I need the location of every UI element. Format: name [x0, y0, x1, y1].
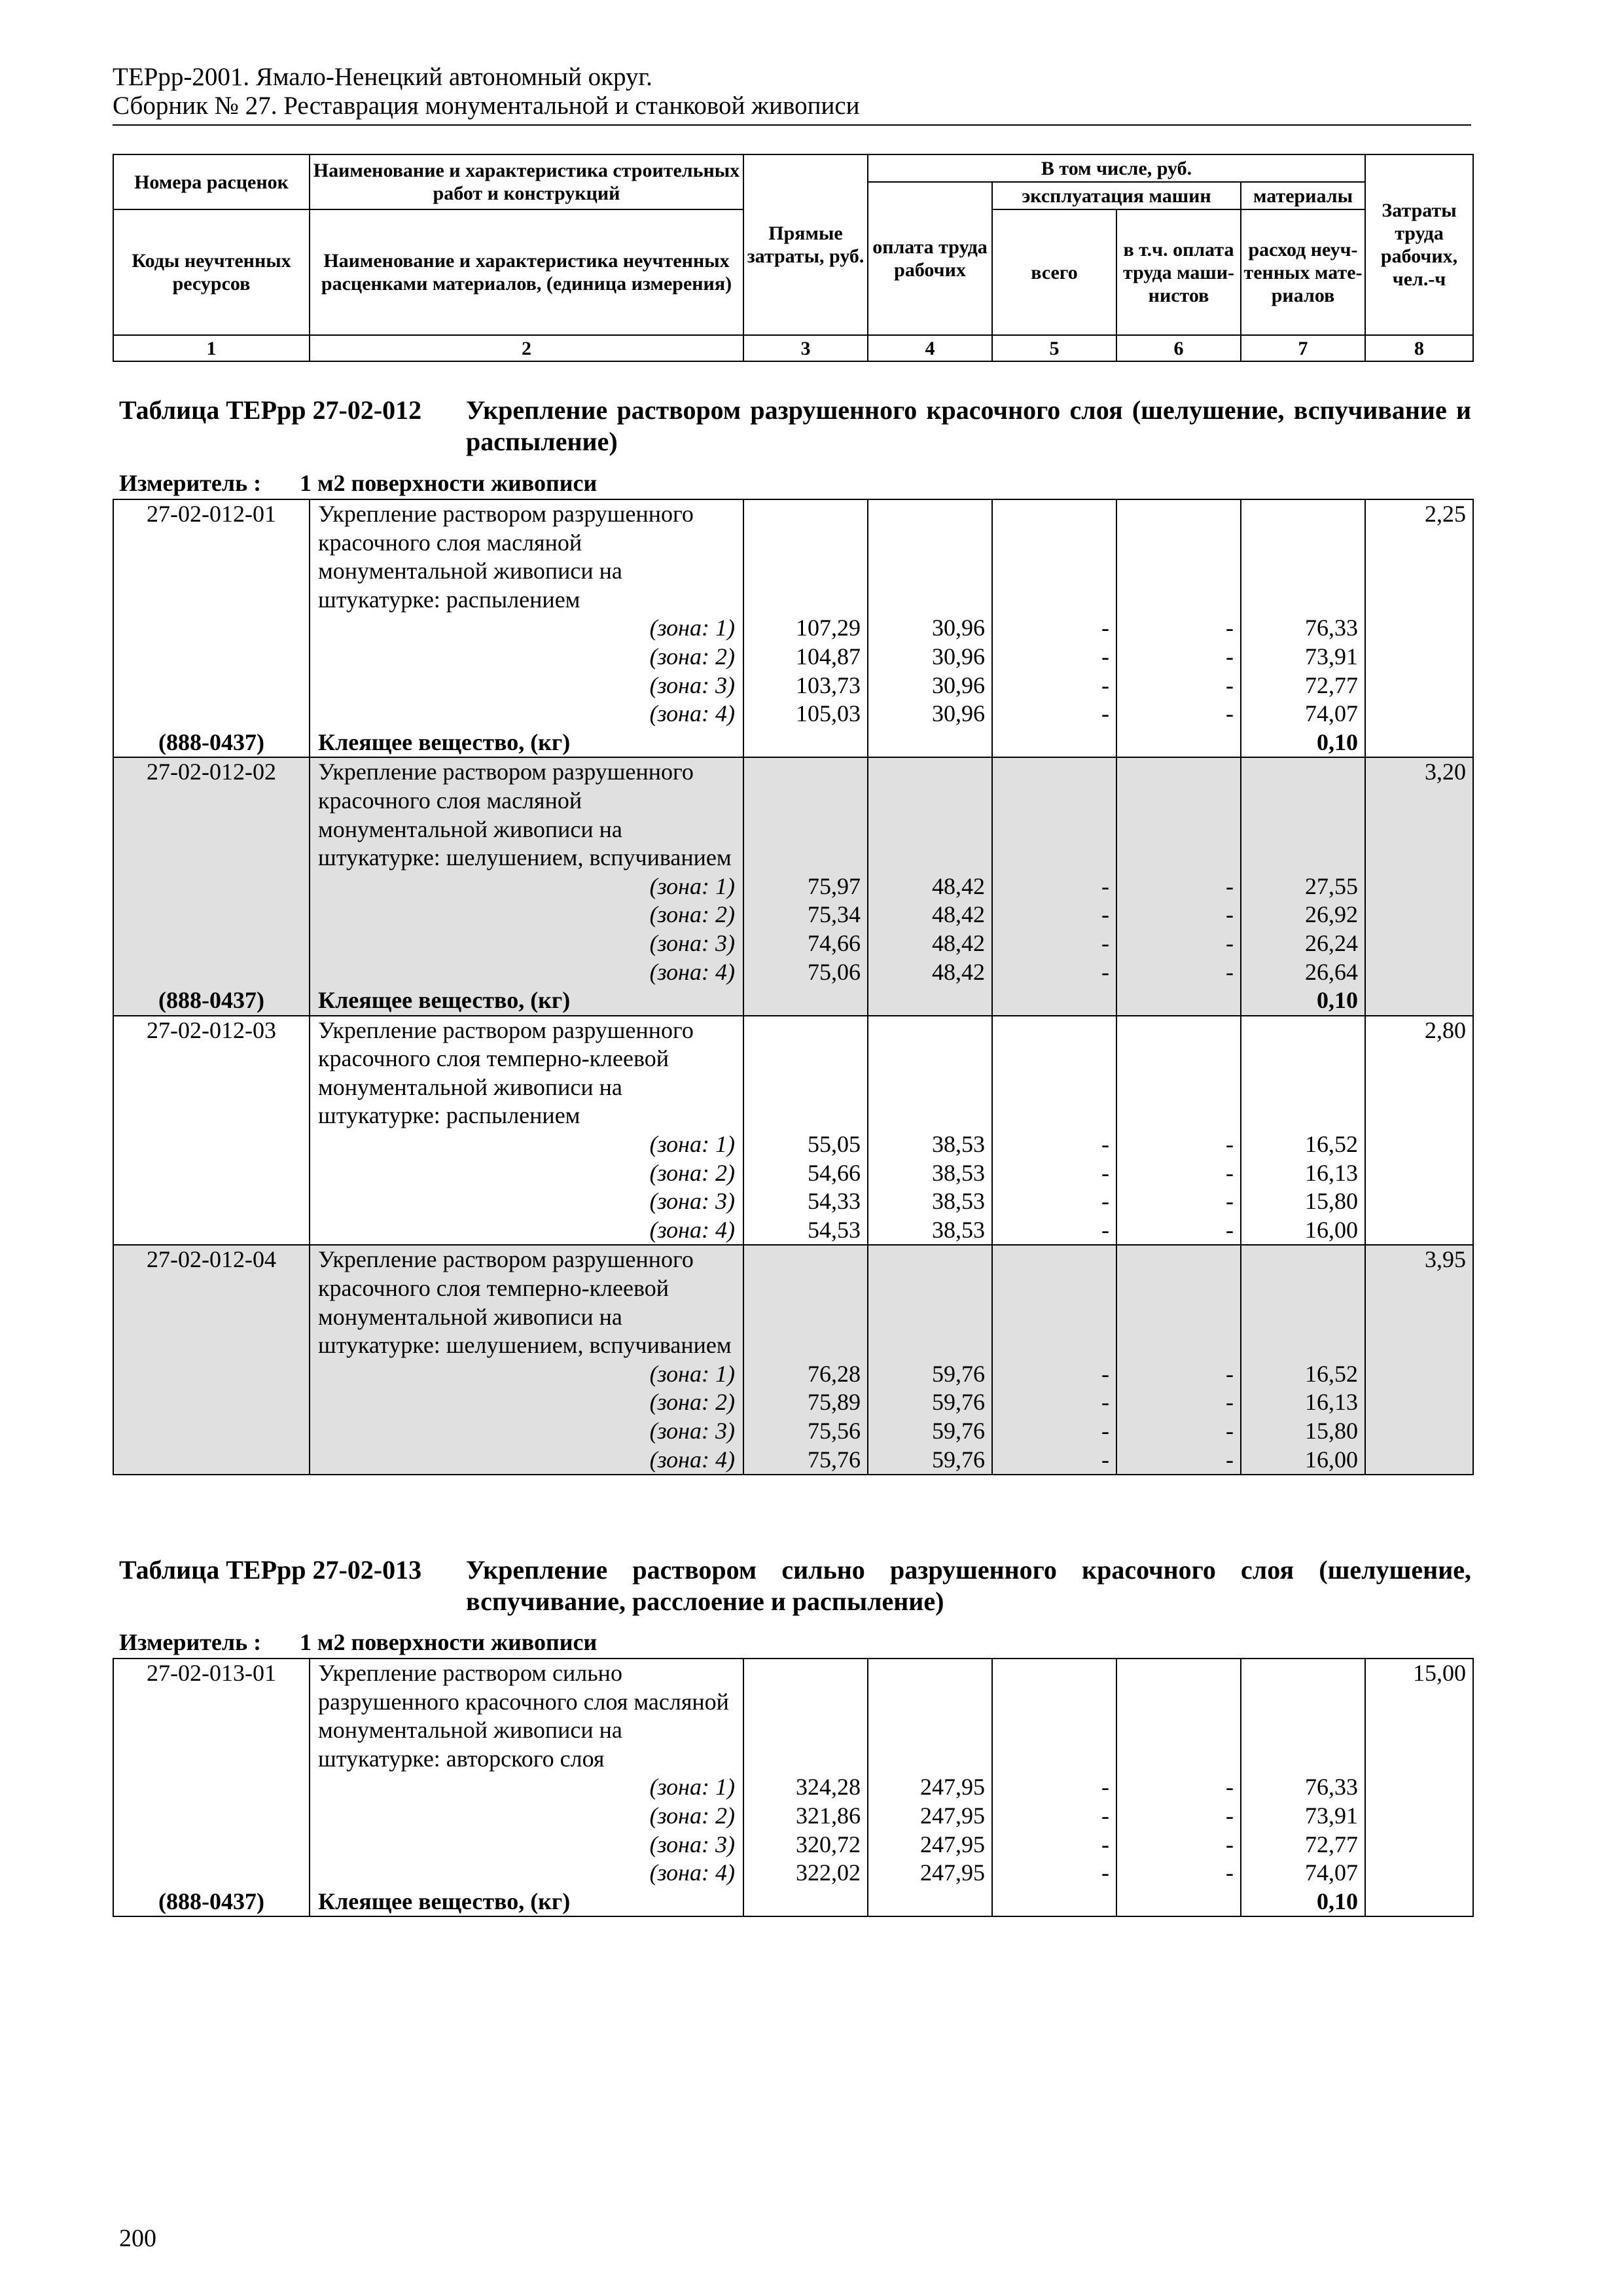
direct-cost: 322,02: [743, 1859, 868, 1888]
table-row: [113, 958, 1473, 987]
machine-cost: -: [992, 1859, 1116, 1888]
empty-cell: [113, 1802, 310, 1831]
empty-cell: [113, 1388, 310, 1417]
table2-code: Таблица ТЕРрр 27-02-013: [119, 1555, 422, 1585]
hdr-name: Наименование и характеристика строительных работ и конструкций: [310, 154, 743, 209]
table1-measure: [119, 469, 597, 497]
empty-cell: [1365, 929, 1473, 958]
zone-label: (зона: 4): [310, 700, 743, 728]
material-cost: 74,07: [1241, 700, 1365, 728]
wage-cost: 38,53: [868, 1216, 992, 1246]
machine-cost: -: [992, 1773, 1116, 1802]
hdr-direct: Прямые затраты, руб.: [743, 154, 868, 335]
zone-label: (зона: 1): [310, 1130, 743, 1159]
empty-cell: [113, 1859, 310, 1888]
wage-cost: 38,53: [868, 1159, 992, 1188]
material-cost: 72,77: [1241, 1831, 1365, 1859]
direct-cost: 54,53: [743, 1216, 868, 1246]
empty-cell: [1365, 672, 1473, 700]
direct-cost: 103,73: [743, 672, 868, 700]
column-header-table: [113, 154, 1474, 362]
hdr-num-5: 5: [992, 335, 1116, 361]
empty-cell: [1365, 1859, 1473, 1888]
empty-cell: [868, 1659, 992, 1773]
machine-cost: -: [992, 1187, 1116, 1216]
machinist-wage: -: [1116, 1773, 1241, 1802]
empty-cell: [868, 1245, 992, 1359]
rate-code: 27-02-012-02: [113, 757, 310, 872]
empty-cell: [113, 1773, 310, 1802]
empty-cell: [113, 1187, 310, 1216]
empty-cell: [113, 1831, 310, 1859]
empty-cell: [992, 986, 1116, 1016]
zone-label: (зона: 3): [310, 929, 743, 958]
wage-cost: 38,53: [868, 1187, 992, 1216]
hdr-num-8: 8: [1365, 335, 1473, 361]
wage-cost: 59,76: [868, 1417, 992, 1446]
machine-cost: -: [992, 672, 1116, 700]
machine-cost: -: [992, 1446, 1116, 1475]
resource-qty: 0,10: [1241, 986, 1365, 1016]
machinist-wage: -: [1116, 958, 1241, 987]
rate-name: Укрепление раствором разрушенного красочного слоя масляной монументальной живописи на штукатурке: распылением: [310, 499, 743, 614]
hdr-incl: В том числе, руб.: [868, 154, 1365, 182]
table-row: [113, 700, 1473, 728]
empty-cell: [992, 1016, 1116, 1130]
material-cost: 16,13: [1241, 1388, 1365, 1417]
material-cost: 16,00: [1241, 1216, 1365, 1246]
empty-cell: [1116, 728, 1241, 758]
empty-cell: [868, 728, 992, 758]
labor-cost: 3,20: [1365, 757, 1473, 872]
empty-cell: [992, 757, 1116, 872]
machine-cost: -: [992, 929, 1116, 958]
table-row: [113, 643, 1473, 672]
empty-cell: [743, 1016, 868, 1130]
empty-cell: [113, 1360, 310, 1389]
header-line-2: Сборник № 27. Реставрация монументальной и станковой живописи: [113, 92, 860, 120]
zone-label: (зона: 4): [310, 1216, 743, 1246]
empty-cell: [113, 1417, 310, 1446]
empty-cell: [1116, 1888, 1241, 1917]
page-number: 200: [119, 2225, 156, 2252]
empty-cell: [992, 499, 1116, 614]
zone-label: (зона: 2): [310, 643, 743, 672]
wage-cost: 247,95: [868, 1802, 992, 1831]
wage-cost: 48,42: [868, 901, 992, 929]
hdr-machinist: в т.ч. оплата труда маши-нистов: [1116, 209, 1241, 335]
empty-cell: [743, 1245, 868, 1359]
table2-title: Укрепление раствором сильно разрушенного красочного слоя (шелушение, вспучивание, расслоение и распыление): [466, 1555, 1471, 1616]
empty-cell: [113, 672, 310, 700]
empty-cell: [113, 1446, 310, 1475]
empty-cell: [868, 986, 992, 1016]
empty-cell: [743, 1888, 868, 1917]
hdr-rates: Номера расценок: [113, 154, 310, 209]
table-row: [113, 1130, 1473, 1159]
resource-code: (888-0437): [113, 1888, 310, 1917]
hdr-num-6: 6: [1116, 335, 1241, 361]
labor-cost: 15,00: [1365, 1659, 1473, 1773]
machine-cost: -: [992, 901, 1116, 929]
zone-label: (зона: 2): [310, 901, 743, 929]
table1-measure-value: 1 м2 поверхности живописи: [300, 470, 597, 496]
machinist-wage: -: [1116, 672, 1241, 700]
zone-label: (зона: 4): [310, 958, 743, 987]
material-cost: 27,55: [1241, 872, 1365, 901]
empty-cell: [1365, 1388, 1473, 1417]
rate-code: 27-02-012-04: [113, 1245, 310, 1359]
table-row: [113, 1388, 1473, 1417]
direct-cost: 75,34: [743, 901, 868, 929]
empty-cell: [1365, 1187, 1473, 1216]
material-cost: 76,33: [1241, 1773, 1365, 1802]
machinist-wage: -: [1116, 929, 1241, 958]
machine-cost: -: [992, 1802, 1116, 1831]
empty-cell: [1365, 958, 1473, 987]
table2-measure: [119, 1628, 597, 1656]
empty-cell: [1365, 1417, 1473, 1446]
material-cost: 73,91: [1241, 1802, 1365, 1831]
material-cost: 26,64: [1241, 958, 1365, 987]
empty-cell: [113, 1216, 310, 1246]
hdr-num-7: 7: [1241, 335, 1365, 361]
empty-cell: [743, 757, 868, 872]
rate-code: 27-02-012-01: [113, 499, 310, 614]
table-row: [113, 1859, 1473, 1888]
direct-cost: 107,29: [743, 614, 868, 643]
table1-data: [113, 499, 1474, 1475]
direct-cost: 55,05: [743, 1130, 868, 1159]
empty-cell: [743, 986, 868, 1016]
empty-cell: [1365, 1802, 1473, 1831]
machinist-wage: -: [1116, 1187, 1241, 1216]
table-row: [113, 1773, 1473, 1802]
machinist-wage: -: [1116, 1216, 1241, 1246]
hdr-total: всего: [992, 209, 1116, 335]
machine-cost: -: [992, 1130, 1116, 1159]
zone-label: (зона: 4): [310, 1446, 743, 1475]
empty-cell: [992, 1245, 1116, 1359]
direct-cost: 54,33: [743, 1187, 868, 1216]
direct-cost: 75,06: [743, 958, 868, 987]
empty-cell: [1241, 1245, 1365, 1359]
empty-cell: [1365, 1831, 1473, 1859]
machinist-wage: -: [1116, 1360, 1241, 1389]
empty-cell: [1365, 872, 1473, 901]
material-cost: 26,24: [1241, 929, 1365, 958]
direct-cost: 54,66: [743, 1159, 868, 1188]
empty-cell: [1241, 757, 1365, 872]
empty-cell: [1116, 499, 1241, 614]
empty-cell: [743, 499, 868, 614]
material-cost: 26,92: [1241, 901, 1365, 929]
empty-cell: [113, 1159, 310, 1188]
empty-cell: [1116, 757, 1241, 872]
empty-cell: [1365, 614, 1473, 643]
empty-cell: [1116, 1659, 1241, 1773]
zone-label: (зона: 2): [310, 1388, 743, 1417]
rate-code: 27-02-013-01: [113, 1659, 310, 1773]
direct-cost: 75,89: [743, 1388, 868, 1417]
rate-name: Укрепление раствором сильно разрушенного красочного слоя масляной монументальной живописи на штукатурке: авторского слоя: [310, 1659, 743, 1773]
resource-code: (888-0437): [113, 728, 310, 758]
hdr-num-1: 1: [113, 335, 310, 361]
empty-cell: [1116, 1245, 1241, 1359]
hdr-num-3: 3: [743, 335, 868, 361]
machinist-wage: -: [1116, 1831, 1241, 1859]
resource-row: [113, 728, 1473, 758]
empty-cell: [1365, 986, 1473, 1016]
rate-name: Укрепление раствором разрушенного красочного слоя масляной монументальной живописи на штукатурке: шелушением, вспучиванием: [310, 757, 743, 872]
material-cost: 16,52: [1241, 1360, 1365, 1389]
wage-cost: 30,96: [868, 700, 992, 728]
zone-label: (зона: 3): [310, 672, 743, 700]
hdr-materials: материалы: [1241, 182, 1365, 209]
zone-label: (зона: 2): [310, 1802, 743, 1831]
rate-name: Укрепление раствором разрушенного красочного слоя темперно-клеевой монументальной живописи на штукатурке: шелушением, вспучиванием: [310, 1245, 743, 1359]
empty-cell: [113, 700, 310, 728]
empty-cell: [1365, 1159, 1473, 1188]
hdr-num-2: 2: [310, 335, 743, 361]
header-line-1: ТЕРрр-2001. Ямало-Ненецкий автономный округ.: [113, 63, 652, 91]
direct-cost: 75,76: [743, 1446, 868, 1475]
table-row: [113, 1187, 1473, 1216]
wage-cost: 247,95: [868, 1773, 992, 1802]
table-row: [113, 1446, 1473, 1475]
table-row: [113, 1159, 1473, 1188]
resource-qty: 0,10: [1241, 1888, 1365, 1917]
wage-cost: 30,96: [868, 672, 992, 700]
header-rule: [113, 124, 1471, 126]
wage-cost: 59,76: [868, 1446, 992, 1475]
table-row: [113, 614, 1473, 643]
direct-cost: 74,66: [743, 929, 868, 958]
empty-cell: [1116, 986, 1241, 1016]
empty-cell: [992, 1888, 1116, 1917]
wage-cost: 247,95: [868, 1831, 992, 1859]
zone-label: (зона: 1): [310, 614, 743, 643]
empty-cell: [992, 728, 1116, 758]
machine-cost: -: [992, 1216, 1116, 1246]
zone-label: (зона: 1): [310, 1773, 743, 1802]
wage-cost: 30,96: [868, 614, 992, 643]
empty-cell: [1365, 728, 1473, 758]
labor-cost: 3,95: [1365, 1245, 1473, 1359]
material-cost: 15,80: [1241, 1187, 1365, 1216]
table-row: [113, 1417, 1473, 1446]
zone-label: (зона: 3): [310, 1417, 743, 1446]
resource-code: (888-0437): [113, 986, 310, 1016]
direct-cost: 320,72: [743, 1831, 868, 1859]
resource-name: Клеящее вещество, (кг): [310, 986, 743, 1016]
hdr-consumption: расход неуч-тенных мате-риалов: [1241, 209, 1365, 335]
material-cost: 16,52: [1241, 1130, 1365, 1159]
wage-cost: 30,96: [868, 643, 992, 672]
machine-cost: -: [992, 958, 1116, 987]
machine-cost: -: [992, 1159, 1116, 1188]
running-header: [113, 63, 860, 120]
table-row: [113, 929, 1473, 958]
wage-cost: 38,53: [868, 1130, 992, 1159]
material-cost: 76,33: [1241, 614, 1365, 643]
direct-cost: 104,87: [743, 643, 868, 672]
machinist-wage: -: [1116, 1859, 1241, 1888]
zone-label: (зона: 3): [310, 1187, 743, 1216]
empty-cell: [113, 643, 310, 672]
machine-cost: -: [992, 643, 1116, 672]
table2-measure-value: 1 м2 поверхности живописи: [300, 1629, 597, 1655]
wage-cost: 48,42: [868, 872, 992, 901]
empty-cell: [743, 728, 868, 758]
machine-cost: -: [992, 700, 1116, 728]
direct-cost: 75,97: [743, 872, 868, 901]
direct-cost: 105,03: [743, 700, 868, 728]
machinist-wage: -: [1116, 872, 1241, 901]
hdr-wage: оплата труда рабочих: [868, 182, 992, 335]
empty-cell: [1365, 1130, 1473, 1159]
hdr-num-4: 4: [868, 335, 992, 361]
rate-code: 27-02-012-03: [113, 1016, 310, 1130]
table-row: [113, 499, 1473, 614]
resource-name: Клеящее вещество, (кг): [310, 728, 743, 758]
table-row: [113, 1360, 1473, 1389]
rate-name: Укрепление раствором разрушенного красочного слоя темперно-клеевой монументальной живописи на штукатурке: распылением: [310, 1016, 743, 1130]
hdr-codes: Коды неучтенных ресурсов: [113, 209, 310, 335]
empty-cell: [1365, 1773, 1473, 1802]
machine-cost: -: [992, 1831, 1116, 1859]
zone-label: (зона: 3): [310, 1831, 743, 1859]
empty-cell: [1365, 1360, 1473, 1389]
empty-cell: [113, 929, 310, 958]
wage-cost: 48,42: [868, 929, 992, 958]
material-cost: 74,07: [1241, 1859, 1365, 1888]
machinist-wage: -: [1116, 1446, 1241, 1475]
zone-label: (зона: 4): [310, 1859, 743, 1888]
machinist-wage: -: [1116, 643, 1241, 672]
table1-measure-label: Измеритель :: [119, 470, 262, 496]
hdr-name2: Наименование и характеристика неучтенных расценками материалов, (единица измерения): [310, 209, 743, 335]
table1-title: Укрепление раствором разрушенного красочного слоя (шелушение, вспучивание и распыление): [466, 395, 1471, 456]
wage-cost: 59,76: [868, 1360, 992, 1389]
empty-cell: [1365, 901, 1473, 929]
material-cost: 16,13: [1241, 1159, 1365, 1188]
machine-cost: -: [992, 1360, 1116, 1389]
direct-cost: 324,28: [743, 1773, 868, 1802]
table2-data: [113, 1658, 1474, 1917]
table2-measure-label: Измеритель :: [119, 1629, 262, 1655]
machinist-wage: -: [1116, 1130, 1241, 1159]
wage-cost: 247,95: [868, 1859, 992, 1888]
empty-cell: [868, 499, 992, 614]
empty-cell: [1365, 1216, 1473, 1246]
labor-cost: 2,25: [1365, 499, 1473, 614]
empty-cell: [1241, 499, 1365, 614]
table-row: [113, 1016, 1473, 1130]
direct-cost: 321,86: [743, 1802, 868, 1831]
empty-cell: [1365, 643, 1473, 672]
machinist-wage: -: [1116, 901, 1241, 929]
table-row: [113, 1831, 1473, 1859]
table-row: [113, 872, 1473, 901]
empty-cell: [868, 757, 992, 872]
machinist-wage: -: [1116, 614, 1241, 643]
empty-cell: [1365, 1446, 1473, 1475]
empty-cell: [1365, 700, 1473, 728]
zone-label: (зона: 1): [310, 872, 743, 901]
empty-cell: [1241, 1016, 1365, 1130]
empty-cell: [1116, 1016, 1241, 1130]
table1-code: Таблица ТЕРрр 27-02-012: [119, 395, 422, 425]
table-row: [113, 672, 1473, 700]
material-cost: 15,80: [1241, 1417, 1365, 1446]
machine-cost: -: [992, 1388, 1116, 1417]
empty-cell: [1365, 1888, 1473, 1917]
material-cost: 73,91: [1241, 643, 1365, 672]
direct-cost: 76,28: [743, 1360, 868, 1389]
resource-row: [113, 986, 1473, 1016]
labor-cost: 2,80: [1365, 1016, 1473, 1130]
machine-cost: -: [992, 872, 1116, 901]
resource-row: [113, 1888, 1473, 1917]
empty-cell: [992, 1659, 1116, 1773]
machine-cost: -: [992, 1417, 1116, 1446]
table-row: [113, 1216, 1473, 1246]
resource-name: Клеящее вещество, (кг): [310, 1888, 743, 1917]
empty-cell: [113, 958, 310, 987]
material-cost: 72,77: [1241, 672, 1365, 700]
machinist-wage: -: [1116, 1802, 1241, 1831]
table-row: [113, 1802, 1473, 1831]
table-row: [113, 1245, 1473, 1359]
table-row: [113, 901, 1473, 929]
empty-cell: [743, 1659, 868, 1773]
table-row: [113, 757, 1473, 872]
table-row: [113, 1659, 1473, 1773]
zone-label: (зона: 2): [310, 1159, 743, 1188]
empty-cell: [113, 614, 310, 643]
zone-label: (зона: 1): [310, 1360, 743, 1389]
material-cost: 16,00: [1241, 1446, 1365, 1475]
resource-qty: 0,10: [1241, 728, 1365, 758]
empty-cell: [868, 1888, 992, 1917]
machinist-wage: -: [1116, 1388, 1241, 1417]
hdr-labor: Затраты труда рабочих, чел.-ч: [1365, 154, 1473, 335]
direct-cost: 75,56: [743, 1417, 868, 1446]
machinist-wage: -: [1116, 1159, 1241, 1188]
machinist-wage: -: [1116, 1417, 1241, 1446]
wage-cost: 48,42: [868, 958, 992, 987]
empty-cell: [868, 1016, 992, 1130]
hdr-machines: эксплуатация машин: [992, 182, 1241, 209]
empty-cell: [113, 1130, 310, 1159]
wage-cost: 59,76: [868, 1388, 992, 1417]
machine-cost: -: [992, 614, 1116, 643]
empty-cell: [1241, 1659, 1365, 1773]
empty-cell: [113, 901, 310, 929]
machinist-wage: -: [1116, 700, 1241, 728]
empty-cell: [113, 872, 310, 901]
